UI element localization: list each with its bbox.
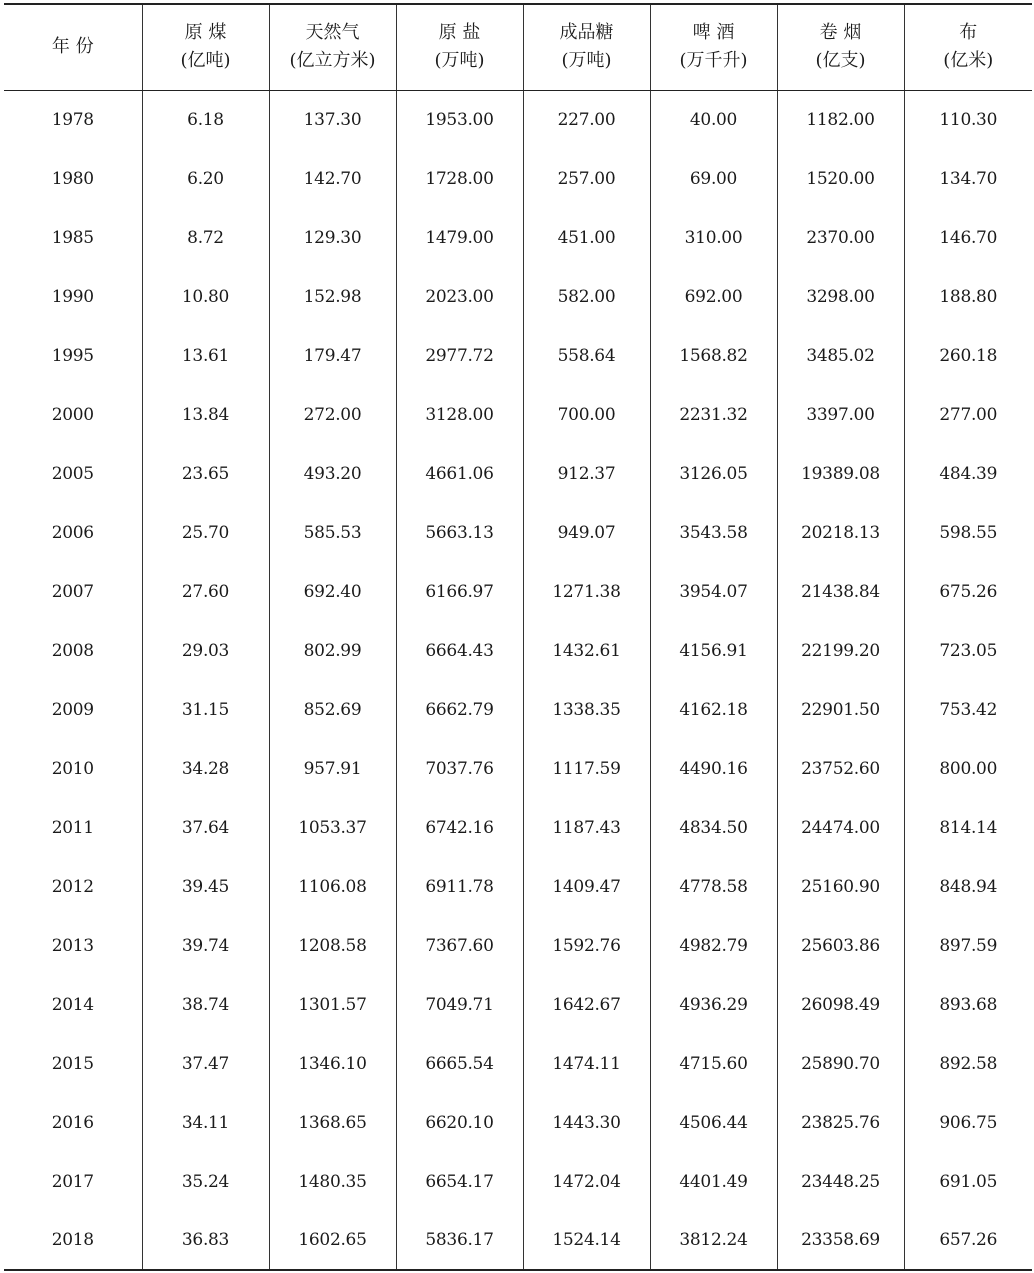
- value-cell: 657.26: [904, 1211, 1032, 1270]
- value-cell: 257.00: [523, 149, 650, 208]
- value-cell: 3126.05: [650, 444, 777, 503]
- value-cell: 3812.24: [650, 1211, 777, 1270]
- year-cell: 2018: [4, 1211, 142, 1270]
- value-cell: 6742.16: [396, 798, 523, 857]
- value-cell: 23448.25: [777, 1152, 904, 1211]
- table-row: [4, 798, 1032, 857]
- value-cell: 37.47: [142, 1034, 269, 1093]
- year-cell: 2005: [51, 463, 94, 484]
- column-header-name: 原 煤: [184, 22, 227, 44]
- column-header-unit: (亿立方米): [289, 50, 376, 72]
- value-cell: 5836.17: [396, 1211, 523, 1270]
- table-row: [4, 1034, 1032, 1093]
- production-table: [4, 3, 1032, 1271]
- year-cell: 2015: [51, 1053, 94, 1074]
- year-cell: 2007: [51, 581, 94, 602]
- value-cell: 129.30: [269, 208, 396, 267]
- year-cell: 2009: [51, 699, 94, 720]
- value-cell: 4156.91: [650, 621, 777, 680]
- column-header-0: [4, 4, 142, 90]
- value-cell: 2977.72: [396, 326, 523, 385]
- table-row: [4, 503, 1032, 562]
- year-cell: 1990: [51, 286, 94, 307]
- value-cell: 4401.49: [650, 1152, 777, 1211]
- year-cell: 2010: [51, 758, 94, 779]
- year-cell: 1980: [51, 168, 94, 189]
- value-cell: 1728.00: [396, 149, 523, 208]
- value-cell: 6620.10: [396, 1093, 523, 1152]
- value-cell: 1479.00: [396, 208, 523, 267]
- value-cell: 1443.30: [523, 1093, 650, 1152]
- value-cell: 1338.35: [523, 680, 650, 739]
- table-row: [4, 267, 1032, 326]
- year-cell: 2006: [51, 522, 94, 543]
- table-row: [4, 1093, 1032, 1152]
- value-cell: 4834.50: [650, 798, 777, 857]
- value-cell: 1053.37: [269, 798, 396, 857]
- table-row: [4, 208, 1032, 267]
- value-cell: 39.74: [142, 916, 269, 975]
- year-cell: 1995: [51, 345, 94, 366]
- value-cell: 1301.57: [269, 975, 396, 1034]
- value-cell: 6.20: [142, 149, 269, 208]
- value-cell: 13.61: [142, 326, 269, 385]
- value-cell: 40.00: [650, 90, 777, 149]
- value-cell: 1106.08: [269, 857, 396, 916]
- value-cell: 20218.13: [777, 503, 904, 562]
- value-cell: 906.75: [904, 1093, 1032, 1152]
- column-header-unit: (万吨): [434, 50, 485, 72]
- value-cell: 25160.90: [777, 857, 904, 916]
- value-cell: 1271.38: [523, 562, 650, 621]
- value-cell: 451.00: [523, 208, 650, 267]
- value-cell: 277.00: [904, 385, 1032, 444]
- value-cell: 6662.79: [396, 680, 523, 739]
- year-cell: 2016: [51, 1112, 94, 1133]
- table-body: [4, 90, 1032, 1270]
- value-cell: 802.99: [269, 621, 396, 680]
- value-cell: 6665.54: [396, 1034, 523, 1093]
- table-row: [4, 326, 1032, 385]
- value-cell: 2231.32: [650, 385, 777, 444]
- column-header-name: 年 份: [51, 36, 94, 58]
- year-cell: 1985: [51, 227, 94, 248]
- table-row: [4, 621, 1032, 680]
- table-row: [4, 90, 1032, 149]
- value-cell: 1480.35: [269, 1152, 396, 1211]
- value-cell: 227.00: [523, 90, 650, 149]
- value-cell: 110.30: [904, 90, 1032, 149]
- value-cell: 142.70: [269, 149, 396, 208]
- value-cell: 7049.71: [396, 975, 523, 1034]
- column-header-name: 卷 烟: [819, 22, 862, 44]
- year-cell: 2011: [51, 817, 94, 838]
- value-cell: 692.00: [650, 267, 777, 326]
- column-header-4: [523, 4, 650, 90]
- value-cell: 310.00: [650, 208, 777, 267]
- value-cell: 4982.79: [650, 916, 777, 975]
- value-cell: 1117.59: [523, 739, 650, 798]
- value-cell: 37.64: [142, 798, 269, 857]
- column-header-unit: (万吨): [561, 50, 612, 72]
- column-header-unit: (亿吨): [180, 50, 231, 72]
- value-cell: 949.07: [523, 503, 650, 562]
- table-row: [4, 149, 1032, 208]
- value-cell: 1182.00: [777, 90, 904, 149]
- value-cell: 585.53: [269, 503, 396, 562]
- value-cell: 6166.97: [396, 562, 523, 621]
- value-cell: 39.45: [142, 857, 269, 916]
- table-row: [4, 1211, 1032, 1270]
- value-cell: 27.60: [142, 562, 269, 621]
- value-cell: 146.70: [904, 208, 1032, 267]
- value-cell: 23825.76: [777, 1093, 904, 1152]
- value-cell: 2023.00: [396, 267, 523, 326]
- value-cell: 8.72: [142, 208, 269, 267]
- value-cell: 675.26: [904, 562, 1032, 621]
- value-cell: 188.80: [904, 267, 1032, 326]
- value-cell: 1474.11: [523, 1034, 650, 1093]
- column-header-5: [650, 4, 777, 90]
- value-cell: 1953.00: [396, 90, 523, 149]
- value-cell: 753.42: [904, 680, 1032, 739]
- value-cell: 6654.17: [396, 1152, 523, 1211]
- value-cell: 38.74: [142, 975, 269, 1034]
- value-cell: 912.37: [523, 444, 650, 503]
- value-cell: 814.14: [904, 798, 1032, 857]
- table-row: [4, 975, 1032, 1034]
- value-cell: 598.55: [904, 503, 1032, 562]
- value-cell: 700.00: [523, 385, 650, 444]
- value-cell: 4490.16: [650, 739, 777, 798]
- value-cell: 29.03: [142, 621, 269, 680]
- value-cell: 1472.04: [523, 1152, 650, 1211]
- value-cell: 1208.58: [269, 916, 396, 975]
- value-cell: 852.69: [269, 680, 396, 739]
- value-cell: 493.20: [269, 444, 396, 503]
- value-cell: 4936.29: [650, 975, 777, 1034]
- table-row: [4, 739, 1032, 798]
- column-header-3: [396, 4, 523, 90]
- value-cell: 35.24: [142, 1152, 269, 1211]
- column-header-name: 成品糖: [559, 22, 614, 44]
- value-cell: 892.58: [904, 1034, 1032, 1093]
- table-row: [4, 680, 1032, 739]
- value-cell: 36.83: [142, 1211, 269, 1270]
- value-cell: 897.59: [904, 916, 1032, 975]
- column-header-unit: (万千升): [679, 50, 748, 72]
- column-header-name: 布: [959, 22, 978, 44]
- value-cell: 7367.60: [396, 916, 523, 975]
- value-cell: 24474.00: [777, 798, 904, 857]
- year-cell: 2000: [51, 404, 94, 425]
- value-cell: 582.00: [523, 267, 650, 326]
- column-header-6: [777, 4, 904, 90]
- column-header-1: [142, 4, 269, 90]
- value-cell: 4162.18: [650, 680, 777, 739]
- value-cell: 3485.02: [777, 326, 904, 385]
- column-header-name: 啤 酒: [692, 22, 735, 44]
- table-row: [4, 916, 1032, 975]
- value-cell: 692.40: [269, 562, 396, 621]
- value-cell: 25603.86: [777, 916, 904, 975]
- column-header-2: [269, 4, 396, 90]
- table-header: [4, 4, 1032, 90]
- table-row: [4, 444, 1032, 503]
- value-cell: 558.64: [523, 326, 650, 385]
- value-cell: 4506.44: [650, 1093, 777, 1152]
- year-cell: 2013: [51, 935, 94, 956]
- value-cell: 893.68: [904, 975, 1032, 1034]
- table-row: [4, 857, 1032, 916]
- value-cell: 5663.13: [396, 503, 523, 562]
- value-cell: 34.11: [142, 1093, 269, 1152]
- value-cell: 13.84: [142, 385, 269, 444]
- value-cell: 1642.67: [523, 975, 650, 1034]
- value-cell: 4778.58: [650, 857, 777, 916]
- value-cell: 26098.49: [777, 975, 904, 1034]
- value-cell: 25890.70: [777, 1034, 904, 1093]
- value-cell: 2370.00: [777, 208, 904, 267]
- value-cell: 19389.08: [777, 444, 904, 503]
- value-cell: 1524.14: [523, 1211, 650, 1270]
- value-cell: 31.15: [142, 680, 269, 739]
- value-cell: 23752.60: [777, 739, 904, 798]
- value-cell: 25.70: [142, 503, 269, 562]
- value-cell: 1368.65: [269, 1093, 396, 1152]
- value-cell: 69.00: [650, 149, 777, 208]
- value-cell: 260.18: [904, 326, 1032, 385]
- column-header-unit: (亿米): [943, 50, 994, 72]
- value-cell: 34.28: [142, 739, 269, 798]
- value-cell: 1602.65: [269, 1211, 396, 1270]
- year-cell: 2008: [51, 640, 94, 661]
- value-cell: 22199.20: [777, 621, 904, 680]
- value-cell: 3954.07: [650, 562, 777, 621]
- value-cell: 1432.61: [523, 621, 650, 680]
- value-cell: 3543.58: [650, 503, 777, 562]
- value-cell: 137.30: [269, 90, 396, 149]
- year-cell: 2017: [51, 1171, 94, 1192]
- table-row: [4, 562, 1032, 621]
- value-cell: 3397.00: [777, 385, 904, 444]
- value-cell: 957.91: [269, 739, 396, 798]
- value-cell: 848.94: [904, 857, 1032, 916]
- value-cell: 800.00: [904, 739, 1032, 798]
- value-cell: 10.80: [142, 267, 269, 326]
- value-cell: 152.98: [269, 267, 396, 326]
- value-cell: 23.65: [142, 444, 269, 503]
- year-cell: 1978: [51, 109, 94, 130]
- value-cell: 4661.06: [396, 444, 523, 503]
- value-cell: 484.39: [904, 444, 1032, 503]
- column-header-7: [904, 4, 1032, 90]
- value-cell: 23358.69: [777, 1211, 904, 1270]
- year-cell: 2012: [51, 876, 94, 897]
- value-cell: 6664.43: [396, 621, 523, 680]
- column-header-name: 原 盐: [438, 22, 481, 44]
- table-row: [4, 1152, 1032, 1211]
- value-cell: 134.70: [904, 149, 1032, 208]
- value-cell: 6.18: [142, 90, 269, 149]
- value-cell: 723.05: [904, 621, 1032, 680]
- value-cell: 691.05: [904, 1152, 1032, 1211]
- value-cell: 272.00: [269, 385, 396, 444]
- table-row: [4, 385, 1032, 444]
- value-cell: 7037.76: [396, 739, 523, 798]
- value-cell: 3298.00: [777, 267, 904, 326]
- value-cell: 1520.00: [777, 149, 904, 208]
- column-header-unit: (亿支): [815, 50, 866, 72]
- value-cell: 1592.76: [523, 916, 650, 975]
- header-row: [4, 4, 1032, 90]
- value-cell: 1568.82: [650, 326, 777, 385]
- year-cell: 2014: [51, 994, 94, 1015]
- column-header-name: 天然气: [305, 22, 360, 44]
- value-cell: 179.47: [269, 326, 396, 385]
- value-cell: 1346.10: [269, 1034, 396, 1093]
- value-cell: 6911.78: [396, 857, 523, 916]
- value-cell: 1187.43: [523, 798, 650, 857]
- value-cell: 3128.00: [396, 385, 523, 444]
- value-cell: 1409.47: [523, 857, 650, 916]
- value-cell: 4715.60: [650, 1034, 777, 1093]
- value-cell: 21438.84: [777, 562, 904, 621]
- value-cell: 22901.50: [777, 680, 904, 739]
